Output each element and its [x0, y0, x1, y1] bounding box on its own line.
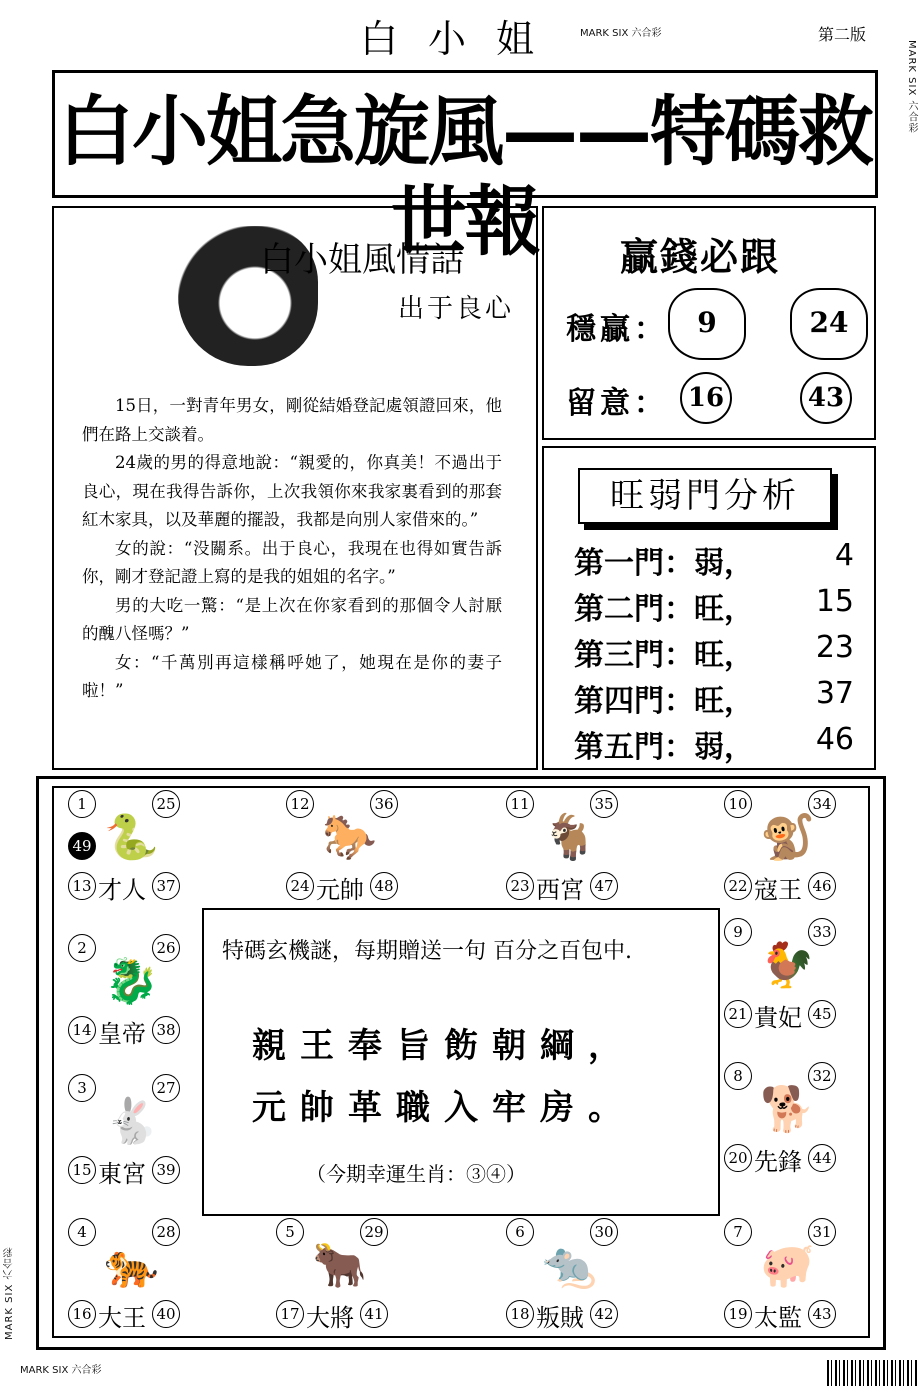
zodiac-number: 13 — [68, 872, 96, 900]
gate-row — [574, 584, 864, 628]
zodiac-number: 8 — [724, 1062, 752, 1090]
zodiac-number: 31 — [808, 1218, 836, 1246]
zodiac-number: 11 — [506, 790, 534, 818]
zodiac-number: 2 — [68, 934, 96, 962]
watch-number-1: 16 — [680, 372, 732, 424]
gate-label: 第二門：旺， — [574, 592, 754, 627]
rat-icon: 🐀 — [542, 1240, 597, 1291]
gate-row — [574, 538, 864, 582]
zodiac-number: 17 — [276, 1300, 304, 1328]
zodiac-number: 33 — [808, 918, 836, 946]
zodiac-number: 1 — [68, 790, 96, 818]
zodiac-number: 32 — [808, 1062, 836, 1090]
story-paragraph: 女：“千萬別再這樣稱呼她了，她現在是你的妻子啦！” — [82, 652, 502, 700]
riddle-line-1: 親王奉旨飭朝綱， — [252, 1026, 636, 1066]
zodiac-name: 寇王 — [754, 876, 802, 904]
zodiac-number: 16 — [68, 1300, 96, 1328]
snake-icon: 🐍 — [104, 812, 159, 863]
zodiac-number: 40 — [152, 1300, 180, 1328]
watch-label: 留意： — [566, 386, 668, 421]
zodiac-number: 47 — [590, 872, 618, 900]
zodiac-name: 皇帝 — [98, 1020, 146, 1048]
edition-label: 第二版 — [818, 25, 867, 44]
zodiac-number: 30 — [590, 1218, 618, 1246]
zodiac-name: 東宮 — [98, 1160, 146, 1188]
zodiac-name: 叛賊 — [536, 1304, 584, 1332]
zodiac-number: 21 — [724, 1000, 752, 1028]
goat-icon: 🐐 — [542, 812, 597, 863]
rabbit-icon: 🐇 — [104, 1096, 159, 1147]
zodiac-name: 元帥 — [316, 876, 364, 904]
win-title: 贏錢必跟 — [620, 235, 781, 279]
rooster-icon: 🐓 — [760, 940, 815, 991]
zodiac-name: 貴妃 — [754, 1004, 802, 1032]
zodiac-name: 才人 — [98, 876, 146, 904]
zodiac-number: 49 — [68, 832, 96, 860]
zodiac-number: 35 — [590, 790, 618, 818]
gate-row — [574, 722, 864, 766]
left-border-strip: MARK SIX 六合彩 — [4, 1246, 15, 1340]
stable-number-1: 9 — [668, 288, 746, 360]
riddle-intro: 特碼玄機謎，每期贈送一句 百分之百包中. — [222, 939, 632, 964]
zodiac-number: 4 — [68, 1218, 96, 1246]
story-body — [82, 392, 502, 706]
gate-label: 第四門：旺， — [574, 684, 754, 719]
gate-label: 第五門：弱， — [574, 730, 754, 765]
riddle-line-2: 元帥革職入牢房。 — [252, 1088, 636, 1128]
zodiac-number: 6 — [506, 1218, 534, 1246]
riddle-lucky: （今期幸運生肖：③④） — [306, 1162, 526, 1186]
right-border-strip: MARK SIX 六合彩 — [906, 40, 917, 134]
story-paragraph: 24歲的男的得意地說：“親愛的，你真美！不過出于良心，現在我得告訴你，上次我領你來我家裏看到的那套紅木家具，以及華麗的擺設，我都是向別人家借來的。” — [82, 453, 502, 529]
story-paragraph: 女的說：“没關系。出于良心，我現在也得如實告訴你，剛才登記證上寫的是我的姐姐的名字。” — [82, 538, 502, 586]
zodiac-number: 29 — [360, 1218, 388, 1246]
zodiac-name: 西宮 — [536, 876, 584, 904]
top-strip: MARK SIX 六合彩 — [580, 28, 662, 39]
pig-icon: 🐖 — [760, 1240, 815, 1291]
dog-icon: 🐕 — [760, 1084, 815, 1135]
zodiac-number: 24 — [286, 872, 314, 900]
zodiac-number: 14 — [68, 1016, 96, 1044]
zodiac-number: 20 — [724, 1144, 752, 1172]
ox-icon: 🐂 — [312, 1240, 367, 1291]
gate-value: 23 — [815, 630, 854, 665]
banner-title: 白小姐急旋風——特碼救世報 — [58, 87, 872, 266]
zodiac-number: 3 — [68, 1074, 96, 1102]
gate-value: 46 — [815, 722, 854, 757]
zodiac-name: 大王 — [98, 1304, 146, 1332]
zodiac-number: 9 — [724, 918, 752, 946]
zodiac-number: 10 — [724, 790, 752, 818]
gate-value: 4 — [834, 538, 854, 573]
zodiac-number: 25 — [152, 790, 180, 818]
paper-name: 白小姐 — [360, 17, 565, 61]
zodiac-number: 43 — [808, 1300, 836, 1328]
gate-label: 第一門：弱， — [574, 546, 754, 581]
zodiac-name: 先鋒 — [754, 1148, 802, 1176]
zodiac-number: 22 — [724, 872, 752, 900]
zodiac-number: 37 — [152, 872, 180, 900]
zodiac-number: 28 — [152, 1218, 180, 1246]
dragon-icon: 🐉 — [104, 956, 159, 1007]
gate-row — [574, 630, 864, 674]
story-subtitle: 出于良心 — [398, 294, 515, 324]
zodiac-number: 23 — [506, 872, 534, 900]
zodiac-number: 44 — [808, 1144, 836, 1172]
analysis-title: 旺弱門分析 — [578, 468, 832, 524]
zodiac-number: 41 — [360, 1300, 388, 1328]
watch-number-2: 43 — [800, 372, 852, 424]
zodiac-number: 15 — [68, 1156, 96, 1184]
zodiac-number: 36 — [370, 790, 398, 818]
zodiac-number: 5 — [276, 1218, 304, 1246]
zodiac-number: 48 — [370, 872, 398, 900]
story-paragraph: 15日，一對青年男女，剛從結婚登記處領證回來，他們在路上交談着。 — [82, 396, 502, 444]
bottom-border-strip: MARK SIX 六合彩 — [20, 1365, 102, 1376]
zodiac-number: 38 — [152, 1016, 180, 1044]
zodiac-number: 42 — [590, 1300, 618, 1328]
stable-number-2: 24 — [790, 288, 868, 360]
zodiac-name: 大將 — [306, 1304, 354, 1332]
zodiac-number: 19 — [724, 1300, 752, 1328]
story-paragraph: 男的大吃一驚：“是上次在你家看到的那個令人討厭的醜八怪嗎？” — [82, 595, 502, 643]
tiger-icon: 🐅 — [104, 1240, 159, 1291]
story-title: 白小姐風情話 — [260, 240, 464, 280]
zodiac-number: 46 — [808, 872, 836, 900]
gate-row — [574, 676, 864, 720]
zodiac-number: 27 — [152, 1074, 180, 1102]
horse-icon: 🐎 — [322, 812, 377, 863]
zodiac-number: 34 — [808, 790, 836, 818]
gate-label: 第三門：旺， — [574, 638, 754, 673]
zodiac-number: 7 — [724, 1218, 752, 1246]
zodiac-number: 12 — [286, 790, 314, 818]
zodiac-name: 太監 — [754, 1304, 802, 1332]
zodiac-number: 18 — [506, 1300, 534, 1328]
zodiac-number: 39 — [152, 1156, 180, 1184]
gate-value: 15 — [815, 584, 854, 619]
barcode — [827, 1360, 917, 1386]
gate-value: 37 — [815, 676, 854, 711]
zodiac-number: 45 — [808, 1000, 836, 1028]
monkey-icon: 🐒 — [760, 812, 815, 863]
stable-label: 穩贏： — [566, 312, 668, 347]
zodiac-number: 26 — [152, 934, 180, 962]
